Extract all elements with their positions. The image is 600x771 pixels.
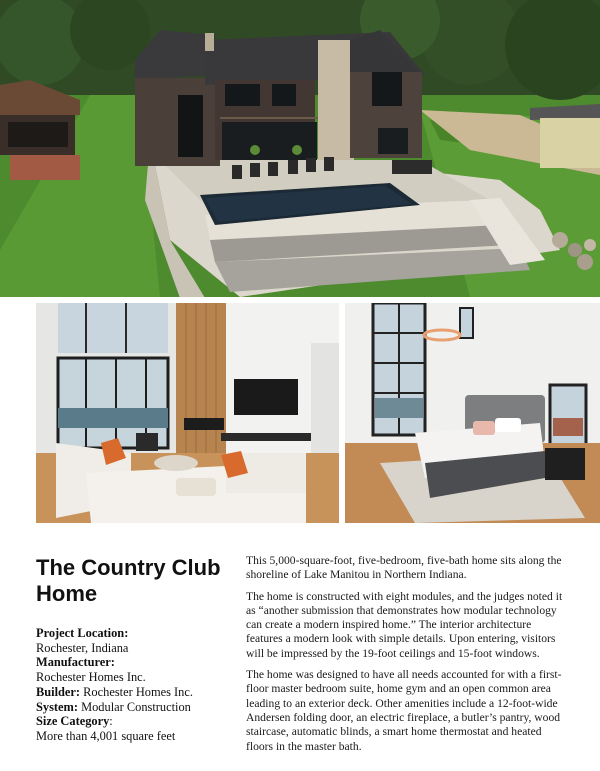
size-category-value: More than 4,001 square feet <box>36 728 176 743</box>
article-body <box>246 554 568 761</box>
article-title: The Country Club Home <box>36 555 221 606</box>
body-paragraph: This 5,000-square-foot, five-bedroom, five-bath home sits along the shoreline of Lake Manitou in Northern Indiana. <box>246 554 562 582</box>
manufacturer-value: Rochester Homes Inc. <box>36 670 146 685</box>
size-category-label: Size Category <box>36 714 110 729</box>
body-paragraph: The home is constructed with eight modules, and the judges noted it as “another submission that demonstrates how modular technology can create a modern inspired home.” The interior architecture features a modern look with simple details. Upon entering, visitors will be impressed by the 19-foot ceilings and 15-foot windows. <box>246 589 563 660</box>
exterior-photo <box>0 0 600 297</box>
builder-label: Builder: <box>36 684 81 699</box>
size-category-colon: : <box>109 714 113 729</box>
body-paragraph: The home was designed to have all needs accounted for with a first-floor master bedroom suite, home gym and an open common area leading to an exterior deck. Other amenities include a 12-foot-wide Andersen folding door, an electric fireplace, a butler’s pantry, wood staircase, automatic blinds, a smart home thermostat and heated floors in the master bath. <box>246 668 562 753</box>
project-location-value: Rochester, Indiana <box>36 640 129 655</box>
bedroom-photo <box>345 303 600 523</box>
manufacturer-label: Manufacturer: <box>36 655 115 670</box>
system-label: System: <box>36 699 78 714</box>
project-location-label: Project Location: <box>36 626 129 640</box>
living-room-photo <box>36 303 339 523</box>
builder-value: Rochester Homes Inc. <box>83 684 193 699</box>
project-facts <box>36 626 236 744</box>
system-value: Modular Construction <box>81 699 191 714</box>
